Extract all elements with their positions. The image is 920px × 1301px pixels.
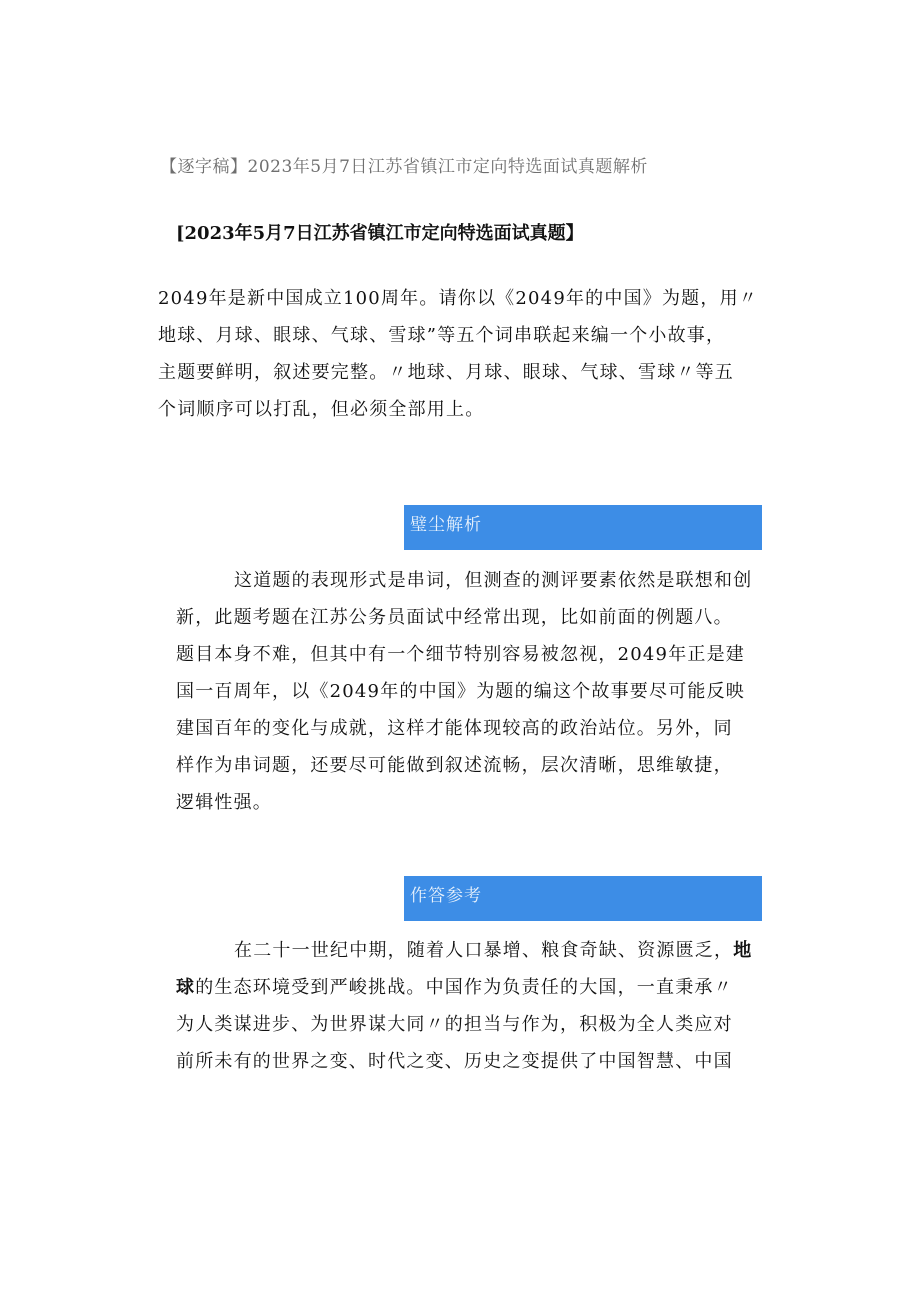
analysis-line: 新，此题考题在江苏公务员面试中经常出现，比如前面的例题八。	[176, 607, 733, 628]
question-heading: [2023年5月7日江苏省镇江市定向特选面试真题】	[176, 223, 584, 244]
answer-text: 的生态环境受到严峻挑战。中国作为负责任的大国，一直秉承〃	[195, 977, 733, 998]
question-line: 主题要鲜明，叙述要完整。〃地球、月球、眼球、气球、雪球〃等五	[158, 362, 734, 383]
analysis-line: 样作为串词题，还要尽可能做到叙述流畅，层次清晰，思维敏捷，	[176, 755, 733, 776]
analysis-section-header: 璧尘解析	[404, 505, 762, 550]
answer-line	[176, 969, 766, 1006]
analysis-line: 建国百年的变化与成就，这样才能体现较高的政治站位。另外，同	[176, 718, 733, 739]
answer-line	[176, 932, 766, 969]
answer-paragraph	[176, 932, 766, 1080]
analysis-line: 国一百周年，以《2049年的中国》为题的编这个故事要尽可能反映	[176, 681, 746, 702]
answer-section-header: 作答参考	[404, 876, 762, 921]
document-title: 【逐字稿】2023年5月7日江苏省镇江市定向特选面试真题解析	[160, 157, 648, 177]
question-line: 个词顺序可以打乱，但必须全部用上。	[158, 399, 485, 420]
question-line: 2049年是新中国成立100周年。请你以《2049年的中国》为题，用〃	[158, 288, 758, 309]
question-paragraph	[158, 280, 764, 428]
answer-text: 在二十一世纪中期，随着人口暴增、粮食奇缺、资源匮乏，	[234, 940, 734, 961]
question-line: 地球、月球、眼球、气球、雪球”等五个词串联起来编一个小故事，	[158, 325, 726, 346]
analysis-paragraph	[176, 562, 766, 821]
answer-line: 前所未有的世界之变、时代之变、历史之变提供了中国智慧、中国	[176, 1051, 733, 1072]
answer-line: 为人类谋进步、为世界谋大同〃的担当与作为，积极为全人类应对	[176, 1014, 733, 1035]
analysis-line: 这道题的表现形式是串词，但测查的测评要素依然是联想和创	[234, 570, 753, 591]
highlighted-word: 球	[176, 977, 196, 998]
analysis-line: 逻辑性强。	[176, 792, 272, 813]
highlighted-word: 地	[733, 940, 753, 961]
analysis-line: 题目本身不难，但其中有一个细节特别容易被忽视，2049年正是建	[176, 644, 746, 665]
